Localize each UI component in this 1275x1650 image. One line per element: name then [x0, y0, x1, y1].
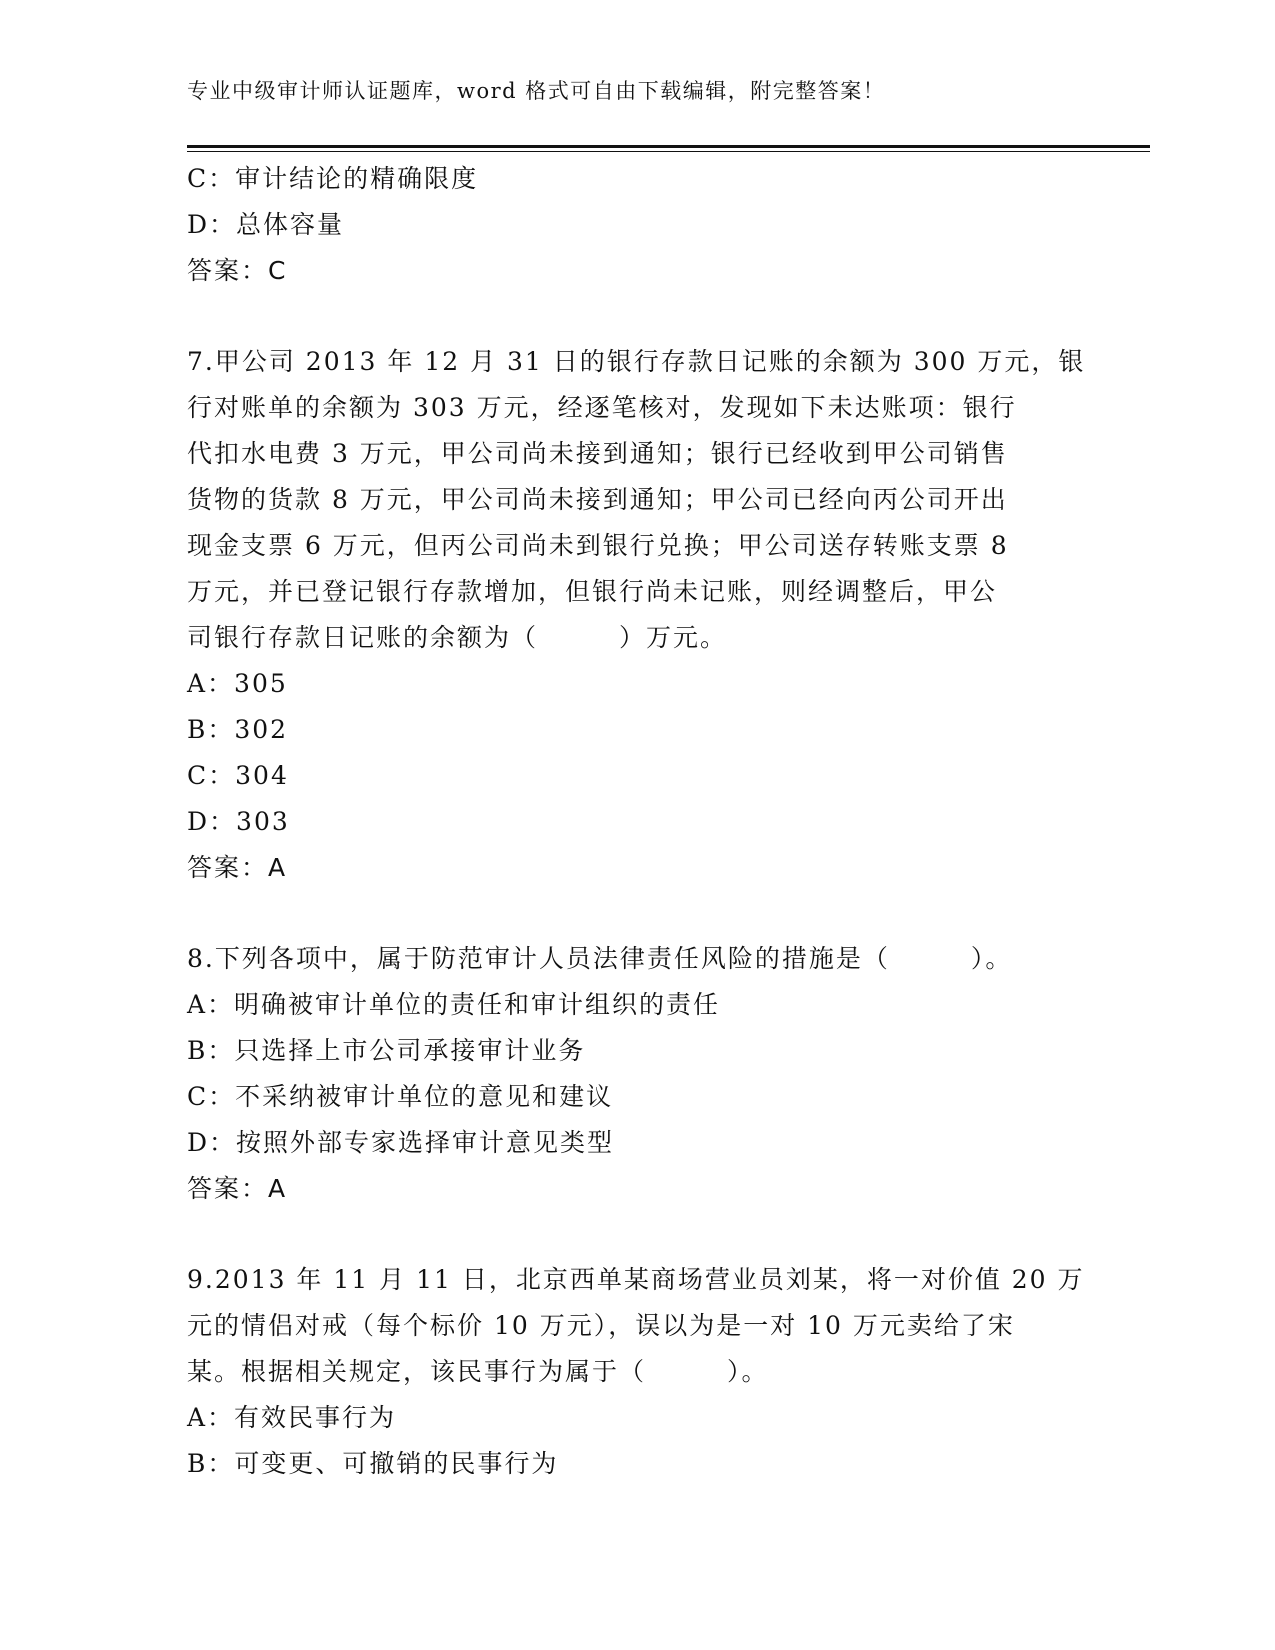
header-rule-thin: [187, 151, 1150, 152]
question-text-line: 万元，并已登记银行存款增加，但银行尚未记账，则经调整后，甲公: [187, 577, 998, 606]
question-text-line: 某。根据相关规定，该民事行为属于（ ）。: [187, 1357, 769, 1386]
option-d: D：总体容量: [187, 210, 345, 239]
question-7: [187, 339, 1086, 891]
question-text-line: 行对账单的余额为 303 万元，经逐笔核对，发现如下未达账项：银行: [187, 393, 1017, 422]
spacer: [187, 891, 1077, 936]
question-text-line: 司银行存款日记账的余额为（ ）万元。: [187, 623, 728, 652]
answer-line: 答案：A: [187, 853, 288, 882]
spacer: [187, 294, 1077, 339]
question-6: [187, 156, 1077, 294]
answer-line: 答案：A: [187, 1174, 288, 1203]
question-9: [187, 1257, 1085, 1487]
option-d: D：按照外部专家选择审计意见类型: [187, 1128, 615, 1157]
header-rule-thick: [187, 145, 1150, 148]
answer-line: 答案：C: [187, 256, 288, 285]
question-text-line: 现金支票 6 万元，但丙公司尚未到银行兑换；甲公司送存转账支票 8: [187, 531, 1009, 560]
question-text-line: 货物的货款 8 万元，甲公司尚未接到通知；甲公司已经向丙公司开出: [187, 485, 1008, 514]
question-8: [187, 936, 1077, 1212]
option-c: C：304: [187, 761, 289, 790]
option-c: C：审计结论的精确限度: [187, 164, 479, 193]
option-b: B：只选择上市公司承接审计业务: [187, 1036, 586, 1065]
question-text-line: 代扣水电费 3 万元，甲公司尚未接到通知；银行已经收到甲公司销售: [187, 439, 1008, 468]
option-d: D：303: [187, 807, 290, 836]
question-text-line: 7.甲公司 2013 年 12 月 31 日的银行存款日记账的余额为 300 万元，银: [187, 347, 1086, 376]
page-header: 专业中级审计师认证题库，word 格式可自由下载编辑，附完整答案！: [187, 79, 886, 103]
option-a: A：305: [187, 669, 288, 698]
question-text-line: 元的情侣对戒（每个标价 10 万元），误以为是一对 10 万元卖给了宋: [187, 1311, 1015, 1340]
option-b: B：302: [187, 715, 289, 744]
document-body: [187, 156, 1086, 1487]
option-c: C：不采纳被审计单位的意见和建议: [187, 1082, 614, 1111]
question-text-line: 9.2013 年 11 月 11 日，北京西单某商场营业员刘某，将一对价值 20 万: [187, 1265, 1085, 1294]
spacer: [187, 1212, 1077, 1257]
question-text-line: 8.下列各项中，属于防范审计人员法律责任风险的措施是（ ）。: [187, 944, 1013, 973]
option-b: B：可变更、可撤销的民事行为: [187, 1449, 559, 1478]
option-a: A：明确被审计单位的责任和审计组织的责任: [187, 990, 721, 1019]
option-a: A：有效民事行为: [187, 1403, 397, 1432]
